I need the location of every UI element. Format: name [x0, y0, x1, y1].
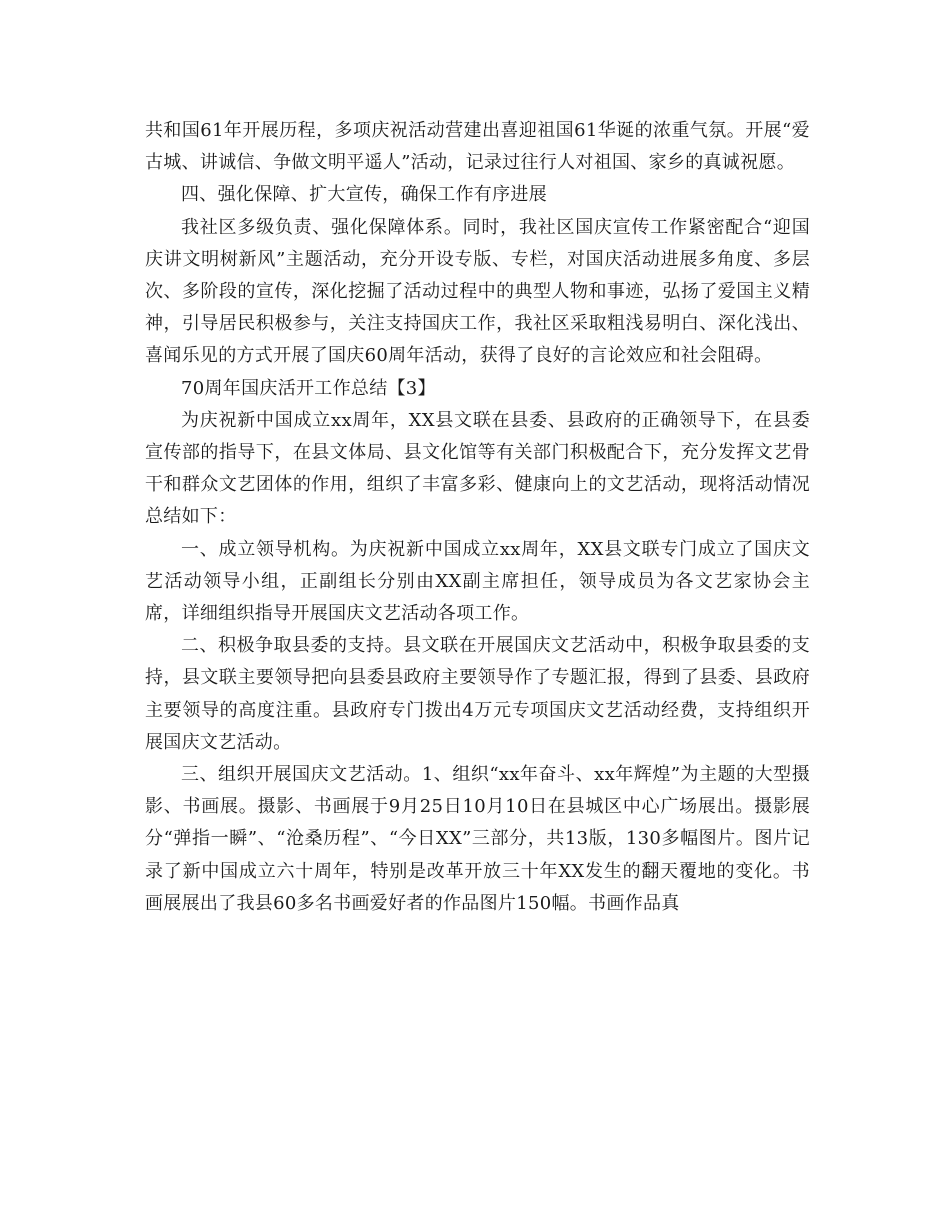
paragraph-section-three: 三、组织开展国庆文艺活动。1、组织“xx年奋斗、xx年辉煌”为主题的大型摄影、书画展。摄影、书画展于9月25日10月10日在县城区中心广场展出。摄影展分“弹指一瞬”、“沧桑历程”、“今日XX”三部分，共13版，130多幅图片。图片记录了新中国成立六十周年，特别是改革开放三十年XX发生的翻天覆地的变化。书画展展出了我县60多名书画爱好者的作品图片150幅。书画作品真	[145, 764, 810, 914]
section-heading-four: 四、强化保障、扩大宣传，确保工作有序进展	[181, 184, 547, 206]
document-subtitle: 70周年国庆活开工作总结【3】	[181, 377, 436, 399]
document-page	[145, 115, 810, 920]
paragraph-section-one: 一、成立领导机构。为庆祝新中国成立xx周年，XX县文联专门成立了国庆文艺活动领导小组，正副组长分别由XX副主席担任，领导成员为各文艺家协会主席，详细组织指导开展国庆文艺活动各项工作。	[145, 538, 810, 625]
paragraph-continuation: 共和国61年开展历程，多项庆祝活动营建出喜迎祖国61华诞的浓重气氛。开展“爱古城、讲诚信、争做文明平遥人”活动，记录过往行人对祖国、家乡的真诚祝愿。	[145, 120, 810, 174]
paragraph-section-two: 二、积极争取县委的支持。县文联在开展国庆文艺活动中，积极争取县委的支持，县文联主要领导把向县委县政府主要领导作了专题汇报，得到了县委、县政府主要领导的高度注重。县政府专门拨出4万元专项国庆文艺活动经费，支持组织开展国庆文艺活动。	[145, 635, 810, 753]
paragraph-community-publicity: 我社区多级负责、强化保障体系。同时，我社区国庆宣传工作紧密配合“迎国庆讲文明树新风”主题活动，充分开设专版、专栏，对国庆活动进展多角度、多层次、多阶段的宣传，深化挖掘了活动过程中的典型人物和事迹，弘扬了爱国主义精神，引导居民积极参与，关注支持国庆工作，我社区采取粗浅易明白、深化浅出、喜闻乐见的方式开展了国庆60周年活动，获得了良好的言论效应和社会阻碍。	[145, 216, 810, 367]
paragraph-intro: 为庆祝新中国成立xx周年，XX县文联在县委、县政府的正确领导下，在县委宣传部的指导下，在县文体局、县文化馆等有关部门积极配合下，充分发挥文艺骨干和群众文艺团体的作用，组织了丰富多彩、健康向上的文艺活动，现将活动情况总结如下：	[145, 409, 810, 528]
